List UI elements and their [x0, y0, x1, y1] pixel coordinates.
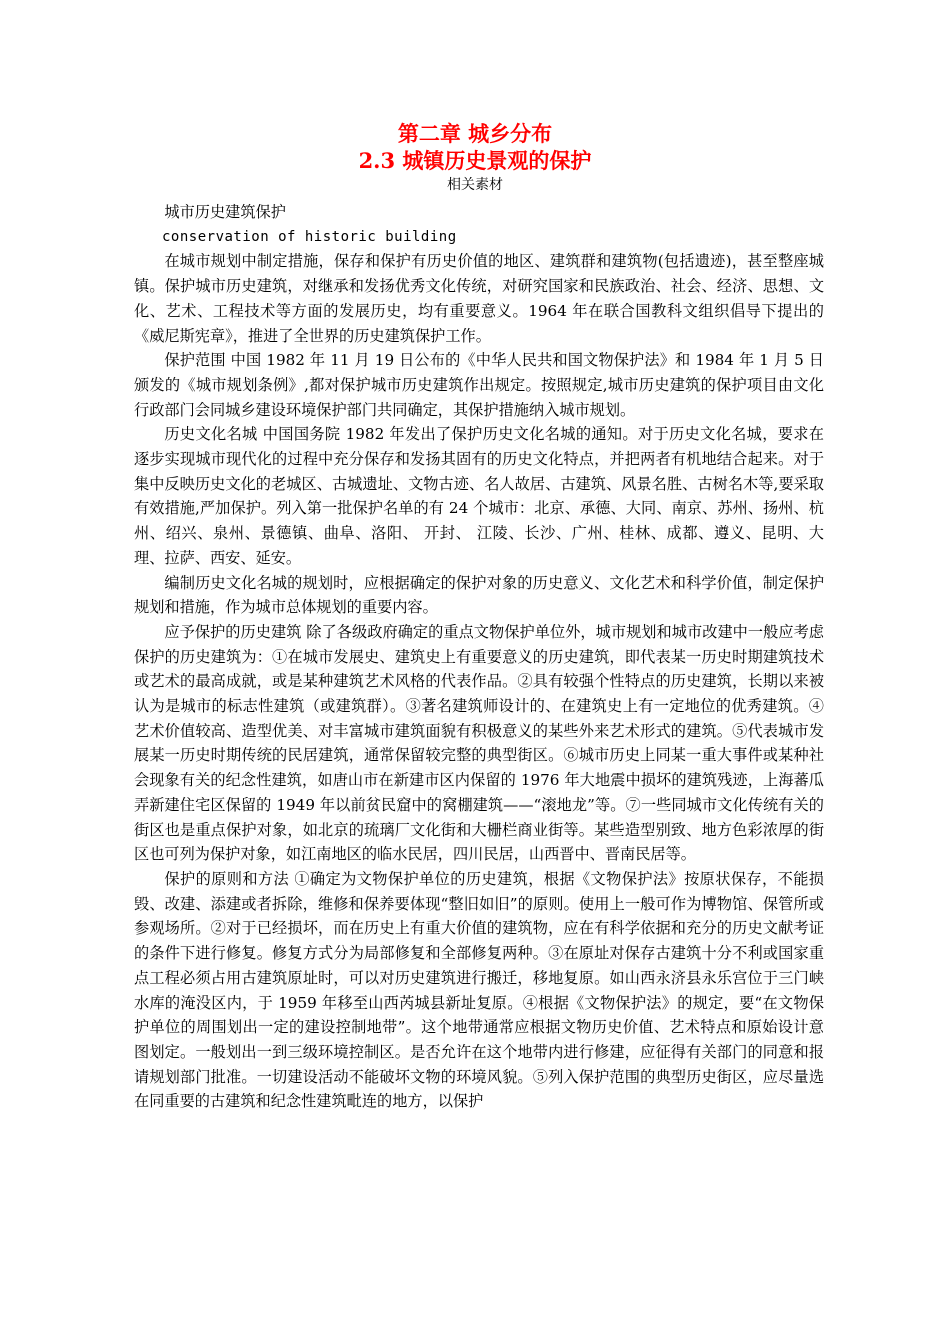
- article-heading-en: conservation of historic building: [162, 228, 457, 245]
- paragraph-protection-scope: 保护范围 中国 1982 年 11 月 19 日公布的《中华人民共和国文物保护法》和 1984 年 1 月 5 日颁发的《城市规划条例》,都对保护城市历史建筑作出规定。按照规定,城市历史建筑的保护项目由文化行政部门会同城乡建设环境保护部门共同确定，其保护措施纳入城市规划。: [134, 351, 824, 419]
- subtitle: 相关素材: [447, 177, 503, 193]
- paragraph-intro: 在城市规划中制定措施，保存和保护有历史价值的地区、建筑群和建筑物(包括遗迹)，甚至整座城镇。保护城市历史建筑，对继承和发扬优秀文化传统，对研究国家和民族政治、社会、经济、思想、文化、艺术、工程技术等方面的发展历史，均有重要意义。1964 年在联合国教科文组织倡导下提出的《威尼斯宪章》，推进了全世界的历史建筑保护工作。: [134, 252, 824, 345]
- paragraph-protected-buildings: 应予保护的历史建筑 除了各级政府确定的重点文物保护单位外，城市规划和城市改建中一般应考虑保护的历史建筑为：①在城市发展史、建筑史上有重要意义的历史建筑，即代表某一历史时期建筑技术或艺术的最高成就，或是某种建筑艺术风格的代表作品。②具有较强个性特点的历史建筑，长期以来被认为是城市的标志性建筑（或建筑群）。③著名建筑师设计的、在建筑史上有一定地位的优秀建筑。④艺术价值较高、造型优美、对丰富城市建筑面貌有积极意义的某些外来艺术形式的建筑。⑤代表城市发展某一历史时期传统的民居建筑，通常保留较完整的典型街区。⑥城市历史上同某一重大事件或某种社会现象有关的纪念性建筑，如唐山市在新建市区内保留的 1976 年大地震中损坏的建筑残迹，上海蕃瓜弄新建住宅区保留的 1949 年以前贫民窟中的窝棚建筑——“滚地龙”等。⑦一些同城市文化传统有关的街区也是重点保护对象，如北京的琉璃厂文化街和大栅栏商业街等。某些造型别致、地方色彩浓厚的街区也可列为保护对象，如江南地区的临水民居，四川民居，山西晋中、晋南民居等。: [134, 622, 824, 864]
- article-body: [134, 200, 824, 1114]
- section-title: 2.3 城镇历史景观的保护: [358, 148, 592, 173]
- paragraph-historic-cities: 历史文化名城 中国国务院 1982 年发出了保护历史文化名城的通知。对于历史文化名城，要求在逐步实现城市现代化的过程中充分保存和发扬其固有的历史文化特点，并把两者有机地结合起来。对于集中反映历史文化的老城区、古城遗址、文物古迹、名人故居、古建筑、风景名胜、古树名木等,要采取有效措施,严加保护。列入第一批保护名单的有 24 个城市：北京、承德、大同、南京、苏州、扬州、杭州、绍兴、泉州、景德镇、曲阜、洛阳、 开封、 江陵、长沙、广州、桂林、成都、遵义、昆明、大理、拉萨、西安、延安。: [134, 425, 824, 567]
- paragraph-principles-methods: 保护的原则和方法 ①确定为文物保护单位的历史建筑，根据《文物保护法》按原状保存，不能损毁、改建、添建或者拆除，维修和保养要体现“整旧如旧”的原则。使用上一般可作为博物馆、保管所或参观场所。②对于已经损坏，而在历史上有重大价值的建筑物，应在有科学依据和充分的历史文献考证的条件下进行修复。修复方式分为局部修复和全部修复两种。③在原址对保存古建筑十分不利或国家重点工程必须占用古建筑原址时，可以对历史建筑进行搬迁，移地复原。如山西永济县永乐宫位于三门峡水库的淹没区内，于 1959 年移至山西芮城县新址复原。④根据《文物保护法》的规定，要“在文物保护单位的周围划出一定的建设控制地带”。这个地带通常应根据文物历史价值、艺术特点和原始设计意图划定。一般划出一到三级环境控制区。是否允许在这个地带内进行修建，应征得有关部门的同意和报请规划部门批准。一切建设活动不能破坏文物的环境风貌。⑤列入保护范围的典型历史街区，应尽量选在同重要的古建筑和纪念性建筑毗连的地方，以保护: [134, 869, 824, 1111]
- paragraph-planning: 编制历史文化名城的规划时，应根据确定的保护对象的历史意义、文化艺术和科学价值，制定保护规划和措施，作为城市总体规划的重要内容。: [134, 573, 824, 617]
- title-block: [0, 120, 950, 196]
- chapter-title: 第二章 城乡分布: [397, 121, 553, 146]
- article-heading-cn: 城市历史建筑保护: [164, 203, 286, 221]
